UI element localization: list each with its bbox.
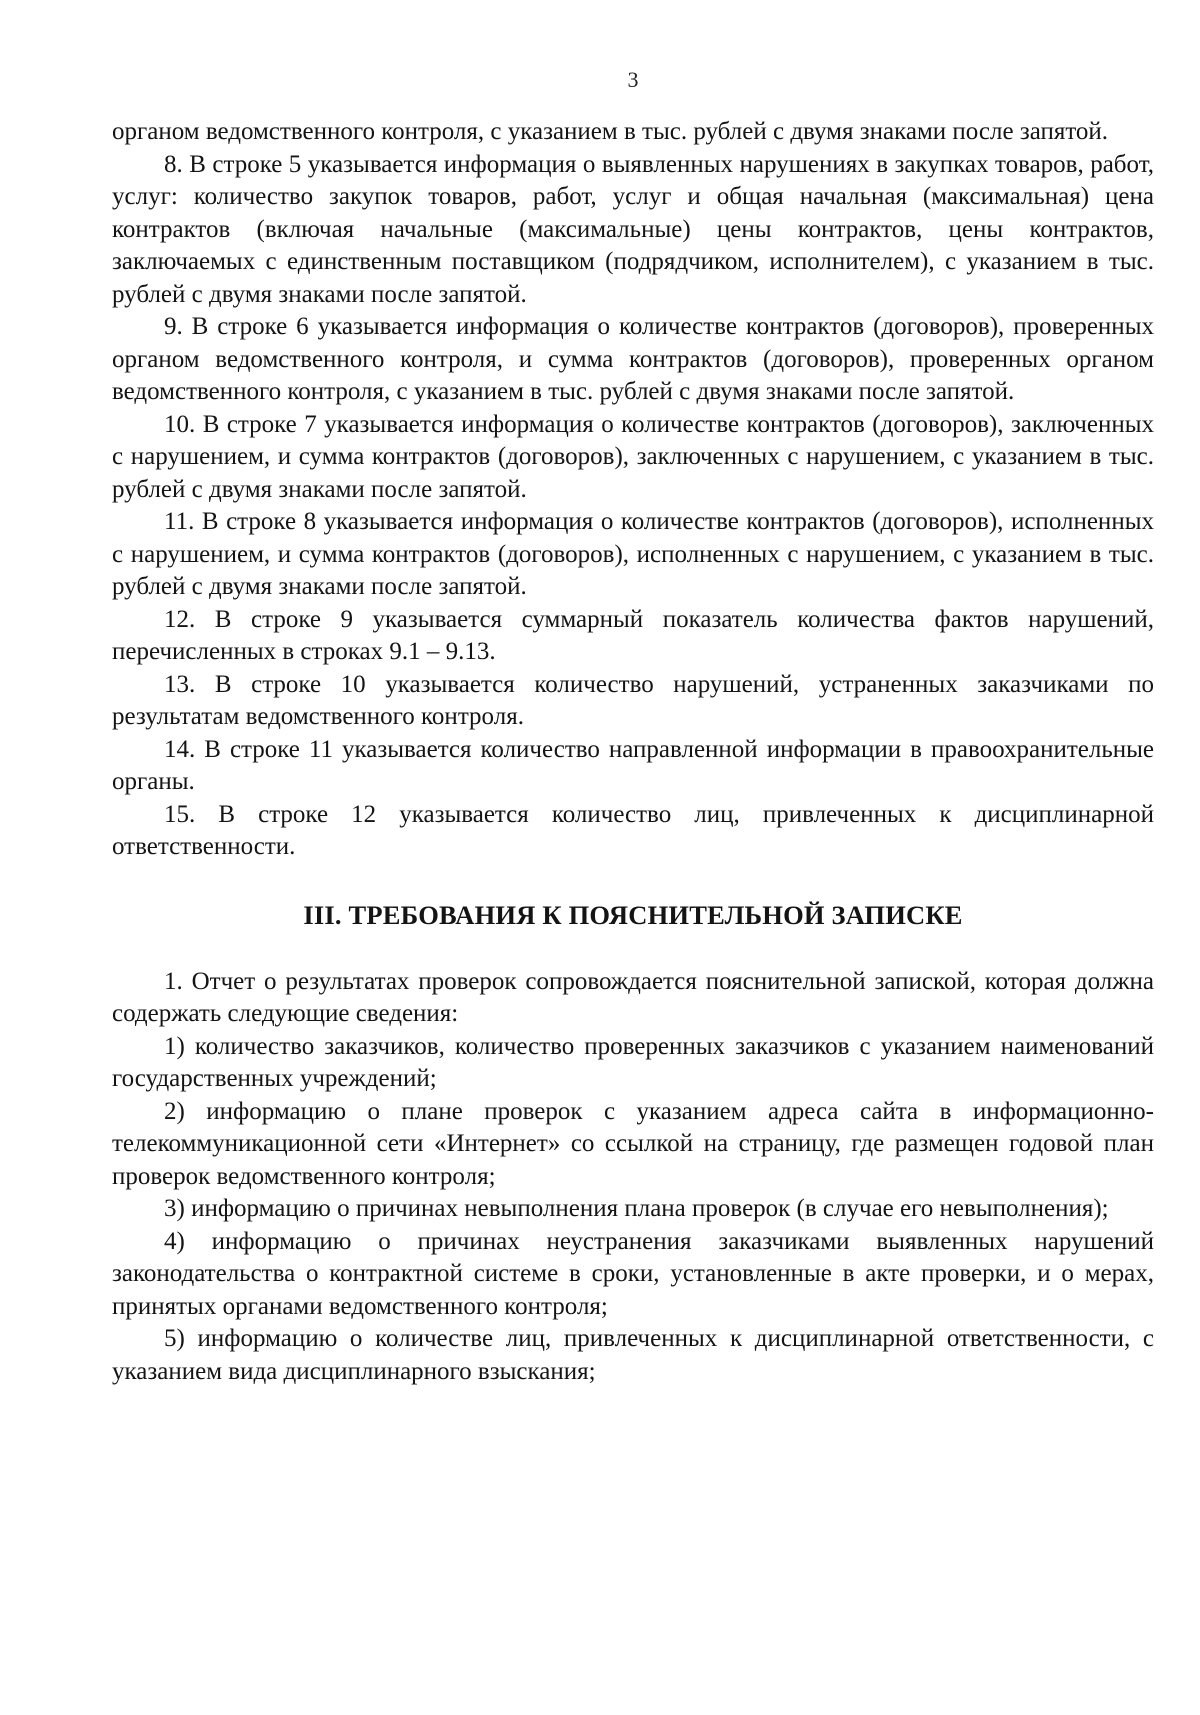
paragraph-section-item-1: 1. Отчет о результатах проверок сопровождается пояснительной запиской, которая должна содержать следующие сведения: [112,967,1154,1027]
list-item-3: 3) информацию о причинах невыполнения плана проверок (в случае его невыполнения); [164,1195,1109,1222]
paragraph-item-8: 8. В строке 5 указывается информация о выявленных нарушениях в закупках товаров, работ, услуг: количество закупок товаров, работ, услуг и общая начальная (максимальная) цена контрактов (включая начальные (максимальные) цены контрактов, цены контрактов, заключаемых с единственным поставщиком (подрядчиком, исполнителем), с указанием в тыс. рублей с двумя знаками после запятой. [112,150,1154,308]
paragraph-item-15: 15. В строке 12 указывается количество лиц, привлеченных к дисциплинарной ответственности. [112,800,1154,860]
paragraph-continuation: органом ведомственного контроля, с указанием в тыс. рублей с двумя знаками после запятой. [112,118,1109,145]
list-item-2: 2) информацию о плане проверок с указанием адреса сайта в информационно-телекоммуникационной сети «Интернет» со ссылкой на страницу, где размещен годовой план проверок ведомственного контроля; [112,1097,1154,1190]
list-item-4: 4) информацию о причинах неустранения заказчиками выявленных нарушений законодательства о контрактной системе в сроки, установленные в акте проверки, и о мерах, принятых органами ведомственного контроля; [112,1227,1154,1320]
list-item-5: 5) информацию о количестве лиц, привлеченных к дисциплинарной ответственности, с указанием вида дисциплинарного взыскания; [112,1325,1154,1385]
paragraph-item-11: 11. В строке 8 указывается информация о количестве контрактов (договоров), исполненных с нарушением, и сумма контрактов (договоров), исполненных с нарушением, с указанием в тыс. рублей с двумя знаками после запятой. [112,508,1154,600]
paragraph-item-9: 9. В строке 6 указывается информация о количестве контрактов (договоров), проверенных органом ведомственного контроля, и сумма контрактов (договоров), проверенных органом ведомственного контроля, с указанием в тыс. рублей с двумя знаками после запятой. [112,313,1154,405]
list-item-1: 1) количество заказчиков, количество проверенных заказчиков с указанием наименований государственных учреждений; [112,1032,1154,1092]
paragraph-item-10: 10. В строке 7 указывается информация о количестве контрактов (договоров), заключенных с нарушением, и сумма контрактов (договоров), заключенных с нарушением, с указанием в тыс. рублей с двумя знаками после запятой. [112,410,1154,503]
paragraph-item-13: 13. В строке 10 указывается количество нарушений, устраненных заказчиками по результатам ведомственного контроля. [112,670,1154,730]
section-heading: III. ТРЕБОВАНИЯ К ПОЯСНИТЕЛЬНОЙ ЗАПИСКЕ [303,899,963,930]
page-number: 3 [627,67,639,92]
paragraph-item-14: 14. В строке 11 указывается количество направленной информации в правоохранительные органы. [112,735,1154,795]
paragraph-item-12: 12. В строке 9 указывается суммарный показатель количества фактов нарушений, перечисленных в строках 9.1 – 9.13. [112,605,1154,665]
document-page [112,66,1154,1388]
